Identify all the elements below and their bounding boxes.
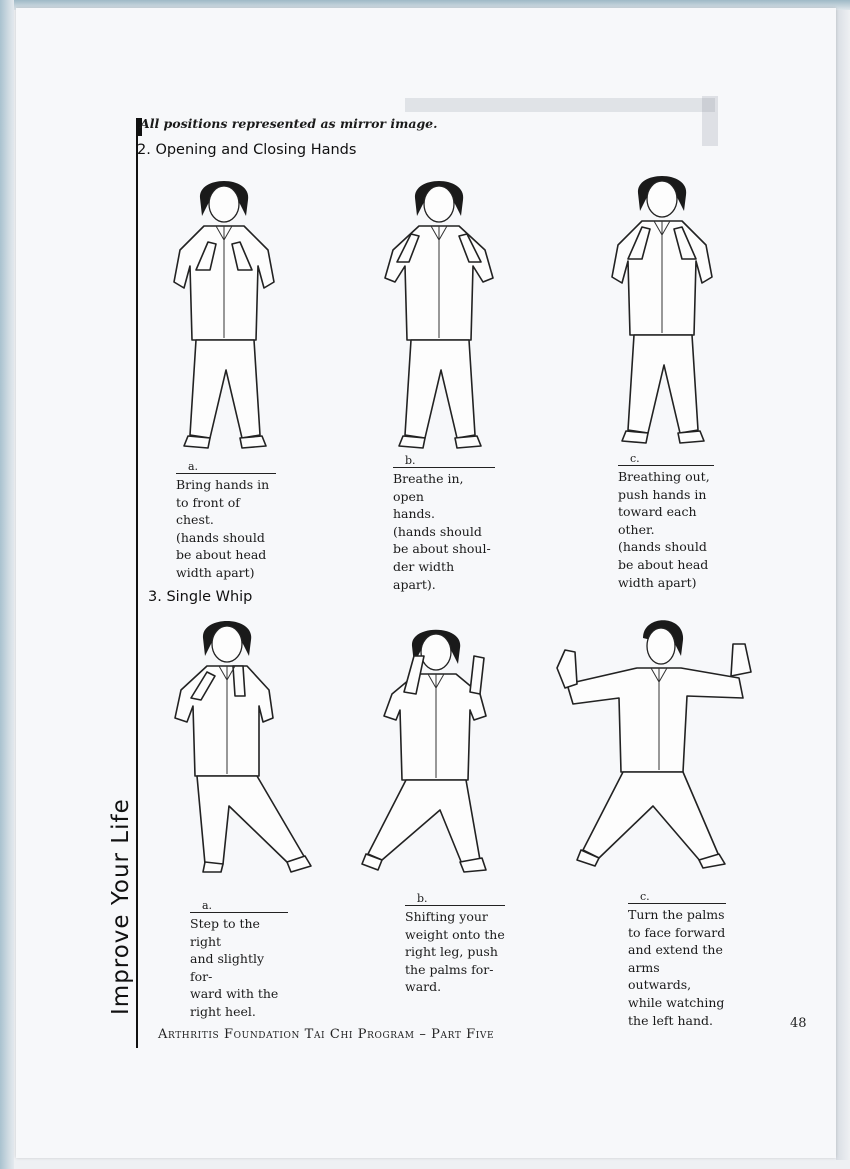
step-letter: c. — [630, 452, 640, 465]
caption-rule — [628, 903, 726, 904]
section-title-opening-closing: 2. Opening and Closing Hands — [137, 142, 357, 158]
caption-line: ward with the — [190, 986, 279, 1002]
caption-opening-a — [176, 461, 276, 582]
caption-line: ward. — [405, 979, 442, 995]
caption-line: width apart) — [618, 574, 697, 590]
caption-line: to front of chest. — [176, 494, 240, 528]
step-letter: b. — [405, 454, 416, 467]
bleed-through-tab — [702, 96, 718, 146]
caption-line: Turn the palms — [628, 907, 725, 922]
caption-line: arms outwards, — [628, 959, 692, 993]
step-letter: a. — [202, 899, 213, 912]
step-letter: c. — [640, 890, 650, 903]
left-rule — [136, 118, 138, 1048]
caption-line: hands. — [393, 506, 435, 522]
caption-line: Shifting your — [405, 909, 488, 924]
caption-line: (hands should — [618, 539, 707, 555]
figure-whip-b — [360, 620, 510, 880]
figure-opening-a — [160, 170, 290, 455]
caption-opening-c — [618, 453, 714, 591]
mirror-note: All positions represented as mirror image. — [140, 116, 438, 131]
scan-edge-left — [0, 0, 14, 1169]
page-number: 48 — [790, 1016, 807, 1031]
figure-whip-a — [165, 610, 315, 875]
caption-line: (hands should — [176, 529, 265, 545]
side-title: Improve Your Life — [108, 798, 134, 1015]
caption-line: width apart) — [176, 564, 255, 580]
footer-program-title: Arthritis Foundation Tai Chi Program – Part Five — [158, 1027, 495, 1042]
caption-line: (hands should — [393, 523, 482, 539]
page-stack-edge — [836, 10, 850, 1160]
caption-line: toward each — [618, 504, 697, 520]
caption-line: push hands in — [618, 486, 707, 502]
caption-line: other. — [618, 521, 655, 537]
caption-whip-a — [190, 900, 288, 1021]
caption-rule — [393, 467, 495, 468]
caption-line: be about shoul- — [393, 541, 491, 557]
figure-opening-c — [598, 165, 728, 450]
caption-line: be about head — [618, 556, 709, 572]
caption-rule — [405, 905, 505, 906]
caption-rule — [176, 473, 276, 474]
caption-line: and extend the — [628, 942, 723, 958]
caption-line: to face forward — [628, 924, 726, 940]
step-letter: a. — [188, 460, 199, 473]
caption-line: be about head — [176, 547, 267, 563]
figure-whip-c — [553, 612, 758, 872]
caption-line: the left hand. — [628, 1012, 713, 1028]
bleed-through-bar — [405, 98, 715, 112]
figure-opening-b — [375, 170, 505, 455]
caption-line: right leg, push — [405, 944, 498, 960]
caption-line: right heel. — [190, 1003, 256, 1019]
caption-whip-b — [405, 893, 505, 996]
step-letter: b. — [417, 892, 428, 905]
caption-line: weight onto the — [405, 926, 505, 942]
caption-line: Bring hands in — [176, 477, 270, 492]
caption-line: while watching — [628, 994, 725, 1010]
caption-line: Step to the right — [190, 916, 260, 949]
caption-rule — [618, 465, 714, 466]
caption-line: der width apart). — [393, 558, 455, 592]
caption-line: Breathing out, — [618, 469, 710, 484]
section-title-single-whip: 3. Single Whip — [148, 589, 253, 605]
caption-line: the palms for- — [405, 961, 494, 977]
caption-opening-b — [393, 455, 495, 593]
caption-line: and slightly for- — [190, 951, 265, 984]
caption-whip-c — [628, 891, 726, 1029]
caption-line: Breathe in, open — [393, 471, 464, 504]
caption-rule — [190, 912, 288, 913]
